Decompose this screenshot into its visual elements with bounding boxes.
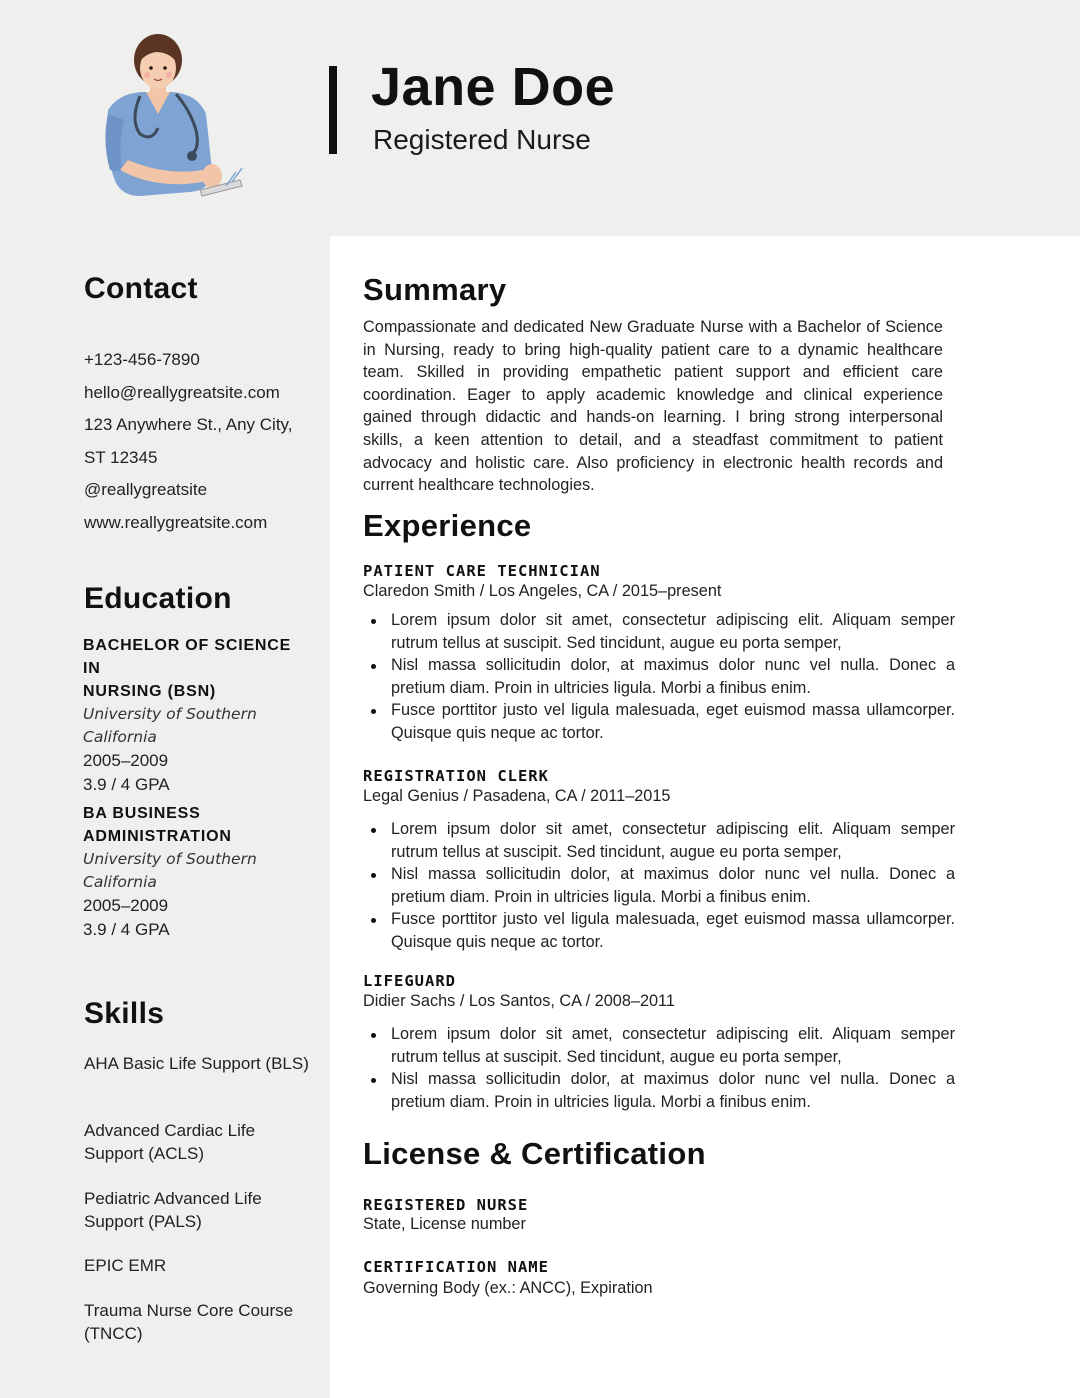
school-line: University of Southern bbox=[83, 850, 257, 868]
contact-website[interactable]: www.reallygreatsite.com bbox=[84, 512, 268, 532]
name-accent-bar bbox=[329, 66, 337, 154]
job-bullet: Nisl massa sollicitudin dolor, at maximus dolor nunc vel nulla. Donec a pretium diam. Proin in ultricies ligula. Morbi a finibus enim. bbox=[363, 1068, 955, 1113]
contact-list bbox=[84, 344, 324, 539]
job-bullet: Nisl massa sollicitudin dolor, at maximus dolor nunc vel nulla. Donec a pretium diam. Proin in ultricies ligula. Morbi a finibus enim. bbox=[363, 654, 955, 699]
contact-address-line2: ST 12345 bbox=[84, 447, 158, 467]
job-bullet: Fusce porttitor justo vel ligula malesuada, eget euismod massa ullamcorper. Quisque quis neque ac tortor. bbox=[363, 908, 955, 953]
job-meta: Didier Sachs / Los Santos, CA / 2008–2011 bbox=[363, 992, 675, 1010]
education-gpa: 3.9 / 4 GPA bbox=[83, 775, 170, 794]
job-title: PATIENT CARE TECHNICIAN bbox=[363, 562, 601, 580]
nurse-avatar-illustration bbox=[100, 30, 250, 202]
candidate-role: Registered Nurse bbox=[373, 124, 591, 155]
education-item bbox=[83, 634, 313, 797]
job-bullets bbox=[363, 1023, 955, 1113]
skill-item: Trauma Nurse Core Course (TNCC) bbox=[84, 1301, 294, 1343]
degree-line: ADMINISTRATION bbox=[83, 828, 232, 845]
summary-text: Compassionate and dedicated New Graduate Nurse with a Bachelor of Science in Nursing, ready to bring high-quality patient care to a dynamic healthcare team. Skilled in providing empathetic patient support and efficient care coordination. Eager to apply academic knowledge and clinical experience gained through didactic and hands-on learning. I bring strong interpersonal skills, a keen attention to detail, and a steadfast commitment to patient advocacy and holistic care. Also proficiency in electronic health records and current healthcare technologies. bbox=[363, 318, 943, 495]
skills-heading: Skills bbox=[84, 997, 165, 1030]
job-meta: Legal Genius / Pasadena, CA / 2011–2015 bbox=[363, 787, 671, 805]
degree-line: BA BUSINESS bbox=[83, 805, 201, 822]
school-line: California bbox=[83, 728, 157, 746]
license-title: CERTIFICATION NAME bbox=[363, 1258, 549, 1276]
contact-address-line1: 123 Anywhere St., Any City, bbox=[84, 415, 293, 434]
education-item bbox=[83, 802, 313, 942]
skill-item: EPIC EMR bbox=[84, 1256, 167, 1275]
job-bullet: Lorem ipsum dolor sit amet, consectetur adipiscing elit. Aliquam semper rutrum tellus at suscipit. Sed tincidunt, augue eu porta semper, bbox=[363, 818, 955, 863]
license-title: REGISTERED NURSE bbox=[363, 1196, 529, 1214]
job-title: LIFEGUARD bbox=[363, 972, 456, 990]
job-bullets bbox=[363, 818, 955, 953]
degree-line: NURSING (BSN) bbox=[83, 683, 217, 700]
education-gpa: 3.9 / 4 GPA bbox=[83, 920, 170, 939]
license-detail: Governing Body (ex.: ANCC), Expiration bbox=[363, 1279, 653, 1297]
job-meta: Claredon Smith / Los Angeles, CA / 2015–present bbox=[363, 582, 722, 600]
school-line: University of Southern bbox=[83, 705, 257, 723]
license-heading: License & Certification bbox=[363, 1136, 706, 1171]
job-bullet: Nisl massa sollicitudin dolor, at maximus dolor nunc vel nulla. Donec a pretium diam. Proin in ultricies ligula. Morbi a finibus enim. bbox=[363, 863, 955, 908]
license-detail: State, License number bbox=[363, 1215, 526, 1233]
skill-item: Pediatric Advanced Life Support (PALS) bbox=[84, 1189, 262, 1231]
contact-email[interactable]: hello@reallygreatsite.com bbox=[84, 382, 280, 402]
degree-line: BACHELOR OF SCIENCE IN bbox=[83, 637, 292, 677]
resume-header bbox=[0, 0, 1080, 236]
education-heading: Education bbox=[84, 582, 232, 615]
job-bullet: Fusce porttitor justo vel ligula malesuada, eget euismod massa ullamcorper. Quisque quis neque ac tortor. bbox=[363, 699, 955, 744]
experience-heading: Experience bbox=[363, 508, 532, 543]
contact-heading: Contact bbox=[84, 272, 198, 305]
contact-social[interactable]: @reallygreatsite bbox=[84, 480, 208, 499]
candidate-name: Jane Doe bbox=[371, 57, 616, 117]
education-years: 2005–2009 bbox=[83, 896, 169, 915]
education-years: 2005–2009 bbox=[83, 751, 169, 770]
skill-item: AHA Basic Life Support (BLS) bbox=[84, 1054, 309, 1073]
job-bullet: Lorem ipsum dolor sit amet, consectetur adipiscing elit. Aliquam semper rutrum tellus at suscipit. Sed tincidunt, augue eu porta semper, bbox=[363, 1023, 955, 1068]
contact-phone: +123-456-7890 bbox=[84, 350, 200, 369]
skill-item: Advanced Cardiac Life Support (ACLS) bbox=[84, 1121, 256, 1163]
summary-heading: Summary bbox=[363, 272, 507, 307]
job-bullets bbox=[363, 609, 955, 744]
school-line: California bbox=[83, 873, 157, 891]
job-bullet: Lorem ipsum dolor sit amet, consectetur adipiscing elit. Aliquam semper rutrum tellus at suscipit. Sed tincidunt, augue eu porta semper, bbox=[363, 609, 955, 654]
job-title: REGISTRATION CLERK bbox=[363, 767, 549, 785]
